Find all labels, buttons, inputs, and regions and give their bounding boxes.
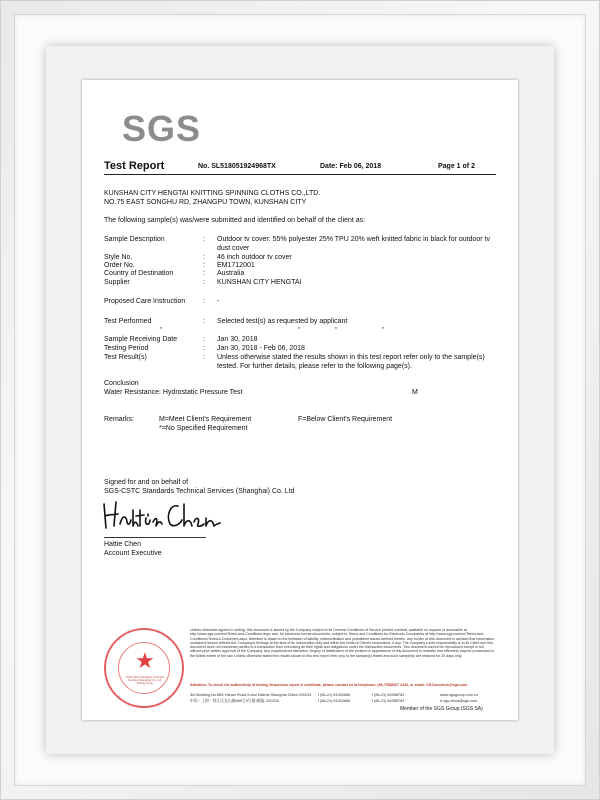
field-colon: :: [203, 254, 205, 261]
star-mark: *: [382, 327, 384, 333]
field-value: Jan 30, 2018: [217, 336, 258, 343]
signer-title: Account Executive: [104, 550, 162, 557]
signer-name: Hattie Chen: [104, 541, 141, 548]
handwritten-signature: [100, 496, 230, 536]
star-mark: *: [160, 327, 162, 333]
seal-text: SGS-CSTC Standards Technical Services (Shanghai) Co., Ltd. Testing Center: [126, 676, 164, 686]
address-cn: 中国・上海・徐汇区宜山路889号3号楼 邮编: 200233: [190, 699, 279, 703]
authenticity-note: Attention: To check the authenticity of testing /inspection report & certificate, please contact us at telephone: (86-755)8307 1443, or email: CN.Doccheck@sgs.com: [190, 683, 468, 687]
field-label: Sample Receiving Date: [104, 336, 178, 343]
field-value: KUNSHAN CITY HENGTAI: [217, 279, 302, 286]
field-colon: :: [203, 236, 205, 243]
signed-for-text: Signed for and on behalf of: [104, 479, 189, 486]
field-value: 46 inch outdoor tv cover: [217, 254, 292, 261]
field-value: EM1712001: [217, 262, 255, 269]
remark-none: *=No Specified Requirement: [159, 425, 248, 432]
address-en: 3rd Building,No.889,Yishan Road,Xuhui District,Shanghai,China 200233: [190, 693, 312, 697]
field-value: Outdoor tv cover: 55% polyester 25% TPU 20% weft knitted fabric in black for outdoor tv dust cover: [217, 236, 491, 252]
star-mark: *: [335, 327, 337, 333]
page-indicator: Page 1 of 2: [438, 163, 475, 170]
remarks-label: Remarks:: [104, 416, 134, 423]
field-colon: :: [203, 336, 205, 343]
sgs-logo: SGS: [122, 108, 202, 149]
field-colon: :: [203, 318, 205, 325]
field-label: Test Result(s): [104, 354, 147, 361]
intro-text: The following sample(s) was/were submitted and identified on behalf of the client as:: [104, 217, 366, 224]
website: www.sgsgroup.com.cn: [440, 693, 478, 697]
conclusion-item: Water Resistance: Hydrostatic Pressure Test: [104, 389, 243, 396]
field-label: Testing Period: [104, 345, 149, 352]
field-label: Order No.: [104, 262, 135, 269]
signature-line: [104, 537, 206, 538]
certificate-paper: [82, 80, 518, 720]
signing-company: SGS-CSTC Standards Technical Services (Shanghai) Co. Ltd: [104, 488, 295, 495]
field-colon: :: [203, 345, 205, 352]
field-colon: :: [203, 354, 205, 361]
terms-fine-print: Unless otherwise agreed in writing, this document is issued by the Company subject to its General Conditions of Service printed overleaf, available on request or accessible at http://www.sgs.com/en/Terms-and-Conditions.aspx and, for electronic format documents, subject to Terms and Conditions for Electronic Documents at http://www.sgs.com/en/Terms-and-Conditions/Terms-e-Document.aspx. Attention is drawn to the limitation of liability, indemnification and jurisdiction issues defined therein. Any holder of this document is advised that information contained hereon reflects the Company's findings at the time of its intervention only and within the limits of Client's instructions, if any. The Company's sole responsibility is to its Client and this document does not exonerate parties to a transaction from exercising all their rights and obligations under the transaction documents. This document cannot be reproduced except in full, without prior written approval of the Company. Any unauthorized alteration, forgery or falsification of the content or appearance of this document is unlawful and offenders may be prosecuted to the fullest extent of the law. Unless otherwise stated the results shown in this test report refer only to the sample(s) tested and such sample(s) are retained for 30 days only.: [190, 628, 495, 658]
email: e sgs.china@sgs.com: [440, 699, 478, 703]
report-title: Test Report: [104, 160, 165, 172]
field-value: -: [217, 298, 220, 305]
field-value: Unless otherwise stated the results shown in this test report refer only to the sample(s) tested. For further details, please refer to the following page(s).: [217, 354, 485, 370]
remark-meet: M=Meet Client's Requirement: [159, 416, 252, 423]
field-label: Test Performed: [104, 318, 152, 325]
star-icon: ★: [135, 648, 155, 673]
field-label: Country of Destination: [104, 270, 174, 277]
field-value: Selected test(s) as requested by applicant: [217, 318, 348, 325]
report-date: Date: Feb 06, 2018: [320, 163, 382, 170]
star-mark: *: [298, 327, 300, 333]
phone-1: t (86-21) 61402666: [318, 693, 351, 697]
field-value: Australia: [217, 270, 245, 277]
conclusion-heading: Conclusion: [104, 380, 139, 387]
header-divider: [104, 174, 496, 175]
conclusion-result: M: [412, 389, 418, 396]
field-colon: :: [203, 262, 205, 269]
phone-2: t (86-21) 61402666: [318, 699, 351, 703]
field-colon: :: [203, 270, 205, 277]
member-line: Member of the SGS Group (SGS SA): [400, 706, 483, 712]
field-label: Supplier: [104, 279, 130, 286]
field-colon: :: [203, 279, 205, 286]
remark-below: F=Below Client's Requirement: [298, 416, 393, 423]
field-value: Jan 30, 2018 - Feb 06, 2018: [217, 345, 305, 352]
field-label: Sample Description: [104, 236, 165, 243]
fax-2: f (86-21) 64958763: [372, 699, 405, 703]
report-number: No. SL518051924968TX: [198, 163, 276, 170]
client-name: KUNSHAN CITY HENGTAI KNITTING SPINNING CLOTHS CO.,LTD.: [104, 190, 321, 197]
field-label: Proposed Care Instruction: [104, 298, 186, 305]
field-label: Style No.: [104, 254, 133, 261]
client-address: NO.75 EAST SONGHU RD, ZHANGPU TOWN, KUNSHAN CITY: [104, 199, 307, 206]
field-colon: :: [203, 298, 205, 305]
fax-1: f (86-21) 64958763: [372, 693, 405, 697]
